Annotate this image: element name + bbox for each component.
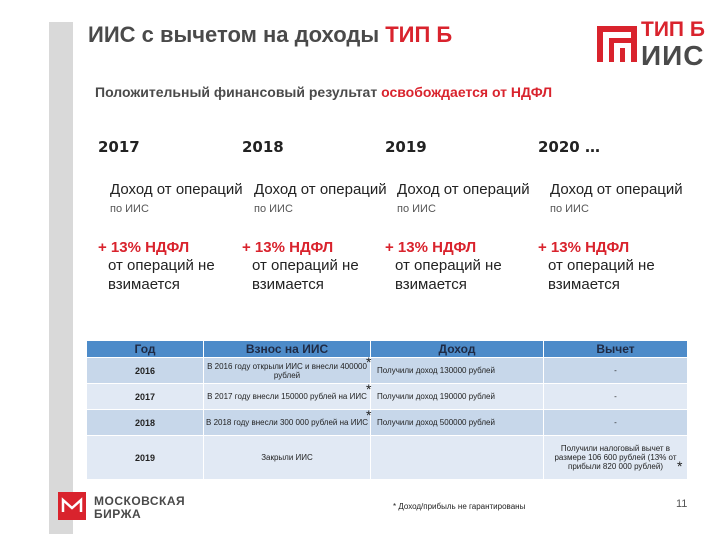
year-column (385, 138, 535, 294)
header-contribution: Взнос на ИИС (204, 341, 371, 358)
cell-income: Получили доход 130000 рублей (371, 358, 544, 384)
table-row (87, 384, 688, 410)
column-ndfl: + 13% НДФЛ (98, 239, 190, 256)
moex-logo (58, 492, 208, 522)
iis-example-table (86, 340, 688, 480)
cell-income: Получили доход 500000 рублей (371, 410, 544, 436)
slide-title (88, 22, 452, 48)
subtitle-accent: освобождается от НДФЛ (381, 84, 553, 100)
cell-deduction: - (544, 384, 688, 410)
left-decor-bar (49, 22, 73, 534)
page-number: 11 (676, 498, 688, 510)
cell-year: 2017 (87, 384, 204, 410)
column-income: Доход от операций (254, 181, 387, 198)
column-year: 2017 (98, 138, 140, 156)
moex-logo-icon (58, 492, 86, 520)
tip-b-logo (597, 18, 709, 90)
table-row (87, 436, 688, 480)
column-ndfl-note: от операций не взимается (548, 257, 655, 293)
brand-line2: БИРЖА (94, 507, 142, 521)
table-header-row (87, 341, 688, 358)
column-ndfl-note: от операций не взимается (252, 257, 359, 293)
cell-contribution: Закрыли ИИС (204, 436, 371, 480)
header-year: Год (87, 341, 204, 358)
column-income-note: по ИИС (397, 203, 436, 215)
column-ndfl-note: от операций не взимается (108, 257, 215, 293)
cell-income: Получили доход 190000 рублей (371, 384, 544, 410)
footnote-marker: * (366, 381, 372, 397)
year-column (538, 138, 688, 294)
year-column (242, 138, 392, 294)
subtitle (95, 84, 552, 100)
column-ndfl: + 13% НДФЛ (242, 239, 334, 256)
column-income: Доход от операций (397, 181, 530, 198)
title-main: ИИС с вычетом на доходы (88, 22, 386, 47)
column-year: 2019 (385, 138, 427, 156)
header-income: Доход (371, 341, 544, 358)
column-income: Доход от операций (110, 181, 243, 198)
cell-contribution: В 2017 году внесли 150000 рублей на ИИС (204, 384, 371, 410)
column-ndfl: + 13% НДФЛ (538, 239, 630, 256)
year-column (98, 138, 248, 294)
moex-mark-icon (58, 492, 86, 520)
column-income-note: по ИИС (550, 203, 589, 215)
title-accent: ТИП Б (385, 22, 453, 47)
column-year: 2018 (242, 138, 284, 156)
column-income: Доход от операций (550, 181, 683, 198)
cell-deduction: Получили налоговый вычет в размере 106 600 рублей (13% от прибыли 820 000 рублей) (544, 436, 688, 480)
cell-year: 2019 (87, 436, 204, 480)
column-income-note: по ИИС (254, 203, 293, 215)
footnote-marker: * (366, 407, 372, 423)
header-deduction: Вычет (544, 341, 688, 358)
cell-year: 2018 (87, 410, 204, 436)
brand-line1: МОСКОВСКАЯ (94, 494, 186, 508)
cell-deduction: - (544, 358, 688, 384)
footnote: * Доход/прибыль не гарантированы (393, 502, 526, 511)
cell-deduction: - (544, 410, 688, 436)
tip-b-logo-icon (597, 22, 639, 64)
column-income-note: по ИИС (110, 203, 149, 215)
cell-contribution: В 2018 году внесли 300 000 рублей на ИИС (204, 410, 371, 436)
subtitle-main: Положительный финансовый результат (95, 84, 382, 100)
column-ndfl: + 13% НДФЛ (385, 239, 477, 256)
logo-line1: ТИП Б (641, 18, 705, 41)
column-ndfl-note: от операций не взимается (395, 257, 502, 293)
footnote-marker: * (677, 458, 683, 474)
cell-year: 2016 (87, 358, 204, 384)
footnote-marker: * (366, 354, 372, 370)
table-row (87, 358, 688, 384)
cell-contribution: В 2016 году открыли ИИС и внесли 400000 рублей (204, 358, 371, 384)
table-row (87, 410, 688, 436)
column-year: 2020 … (538, 138, 600, 156)
logo-line2: ИИС (641, 40, 705, 71)
cell-income (371, 436, 544, 480)
